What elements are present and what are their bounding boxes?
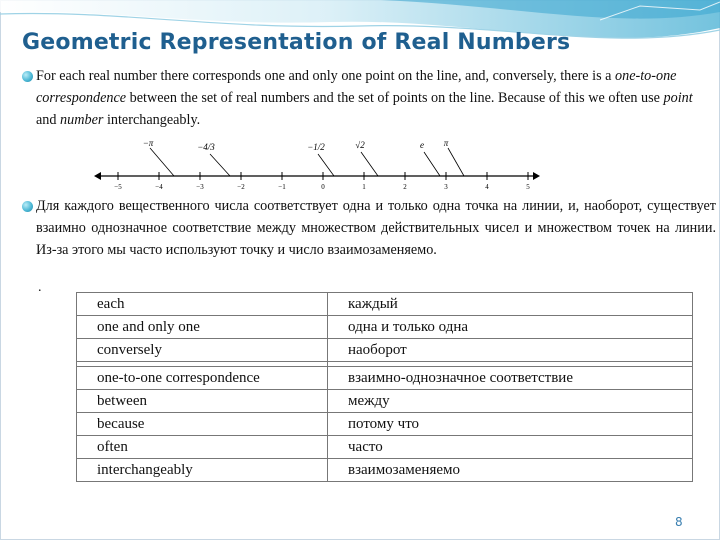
table-row (77, 459, 693, 482)
english-term-cell: often (77, 436, 328, 459)
table-row (77, 339, 693, 362)
russian-term-cell: взаимозаменяемо (328, 459, 693, 482)
pointer-pi-neg (150, 148, 174, 176)
bullet-icon (22, 201, 33, 212)
tick-label: −1 (278, 183, 286, 191)
russian-term-cell: одна и только одна (328, 316, 693, 339)
number-line-figure (78, 136, 543, 192)
russian-term-cell: часто (328, 436, 693, 459)
tick-label: −4 (155, 183, 163, 191)
tick-label: 2 (403, 183, 407, 191)
russian-term-cell: потому что (328, 413, 693, 436)
tick-label: 1 (362, 183, 366, 191)
emphasis-term: number (60, 112, 104, 128)
tick-label: −3 (196, 183, 204, 191)
english-term-cell: each (77, 293, 328, 316)
point-label: e (420, 140, 424, 150)
english-term-cell: one and only one (77, 316, 328, 339)
russian-term-cell: взаимно-однозначное соответствие (328, 367, 693, 390)
tick-label: 4 (485, 183, 489, 191)
point-label: −π (142, 138, 154, 148)
tick-label: 0 (321, 183, 325, 191)
bullet-paragraph-english (36, 65, 716, 131)
tick-label: −5 (114, 183, 122, 191)
pointer-pi (448, 148, 464, 176)
pointer-four-thirds (210, 154, 230, 176)
stray-period: . (38, 280, 42, 295)
page-number: 8 (675, 515, 683, 529)
table-row (77, 367, 693, 390)
english-term-cell: one-to-one correspondence (77, 367, 328, 390)
tick-label: 3 (444, 183, 448, 191)
english-term-cell: conversely (77, 339, 328, 362)
text-part: interchangeably. (103, 112, 201, 128)
english-term-cell: between (77, 390, 328, 413)
point-label: −1/2 (307, 142, 325, 152)
pointer-e (424, 152, 440, 176)
text-part: between the set of real numbers and the set of points on the line. Because of this we often use (126, 90, 664, 106)
emphasis-term: one-to-one correspondence (36, 68, 677, 106)
table-row (77, 413, 693, 436)
tick-label: −2 (237, 183, 245, 191)
russian-term-cell: наоборот (328, 339, 693, 362)
russian-term-cell: между (328, 390, 693, 413)
axis-arrow-right (533, 172, 540, 180)
emphasis-term: point (663, 90, 693, 106)
english-term-cell: interchangeably (77, 459, 328, 482)
table-row (77, 316, 693, 339)
bullet-icon (22, 71, 33, 82)
russian-term-cell: каждый (328, 293, 693, 316)
table-row (77, 436, 693, 459)
text-part: For each real number there corresponds one and only one point on the line, and, conversely, there is a (36, 68, 615, 84)
axis-arrow-left (94, 172, 101, 180)
bullet-paragraph-russian: Для каждого вещественного числа соответствует одна и только одна точка на линии, и, наоборот, существует взаимно однозначное соответствие между множеством действительных чисел и множеством точек на линии. Из-за этого мы часто используют точку и число взаимозаменяемо. (36, 198, 716, 258)
table-row (77, 293, 693, 316)
pointer-half (318, 154, 334, 176)
table-row (77, 390, 693, 413)
english-term-cell: because (77, 413, 328, 436)
point-label: √2 (355, 140, 365, 150)
tick-label: 5 (526, 183, 530, 191)
point-label: π (443, 138, 449, 148)
point-label: −4/3 (197, 142, 215, 152)
slide-title: Geometric Representation of Real Numbers (22, 30, 571, 55)
text-part: and (36, 112, 61, 128)
vocabulary-table (76, 292, 693, 482)
